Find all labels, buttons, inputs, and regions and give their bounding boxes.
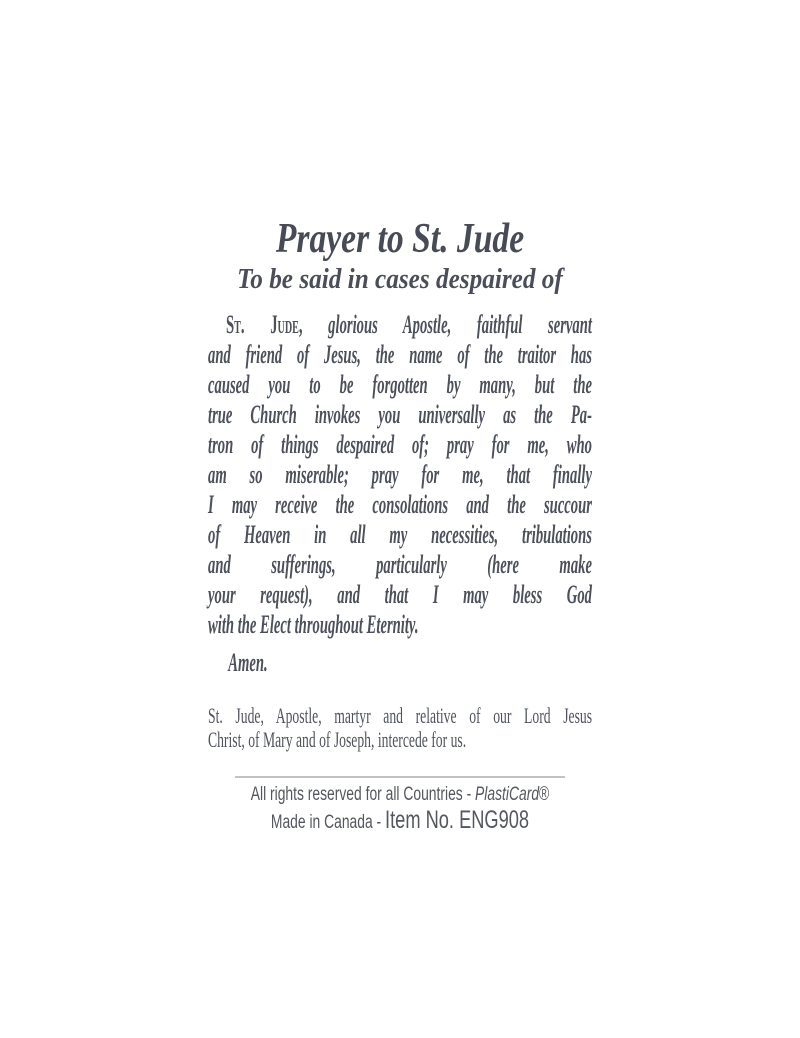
amen-text: Amen.: [228, 648, 268, 677]
registered-mark: ®: [539, 784, 550, 805]
prayer-line: tron of things despaired of; pray for me, who: [208, 430, 592, 459]
footer-made-line: [208, 807, 592, 837]
prayer-line: caused you to be forgotten by many, but the: [208, 370, 592, 399]
prayer-body: [208, 310, 592, 678]
prayer-lead-in: St. Jude,: [226, 310, 303, 339]
prayer-line: I may receive the consolations and the succour: [208, 490, 592, 519]
prayer-line: am so miserable; pray for me, that finally: [208, 460, 592, 489]
prayer-line: with the Elect throughout Eternity.: [208, 610, 419, 639]
item-number: Item No. ENG908: [385, 806, 530, 834]
page-title: Prayer to St. Jude: [275, 216, 525, 262]
rights-text: All rights reserved for all Countries -: [250, 784, 476, 805]
prayer-line: true Church invokes you universally as the Pa-: [208, 400, 592, 429]
intercession-line: Christ, of Mary and of Joseph, intercede for us.: [208, 726, 467, 752]
page-subtitle: To be said in cases despaired of: [237, 263, 563, 295]
prayer-card: [208, 0, 592, 837]
footer-rights-line: [208, 784, 592, 805]
footer-divider-rule: [235, 776, 565, 778]
prayer-line: your request), and that I may bless God: [208, 580, 592, 609]
prayer-line-text: glorious Apostle, faithful servant: [302, 310, 592, 339]
prayer-line: of Heaven in all my necessities, tribulations: [208, 520, 592, 549]
prayer-line: [208, 310, 592, 340]
intercession-text: [208, 704, 592, 751]
intercession-line: St. Jude, Apostle, martyr and relative of our Lord Jesus: [208, 703, 593, 728]
made-in-text: Made in Canada -: [270, 812, 386, 833]
prayer-line: and friend of Jesus, the name of the traitor has: [208, 340, 592, 369]
brand-name: PlastiCard: [475, 784, 540, 805]
prayer-line: and sufferings, particularly (here make: [208, 550, 592, 579]
